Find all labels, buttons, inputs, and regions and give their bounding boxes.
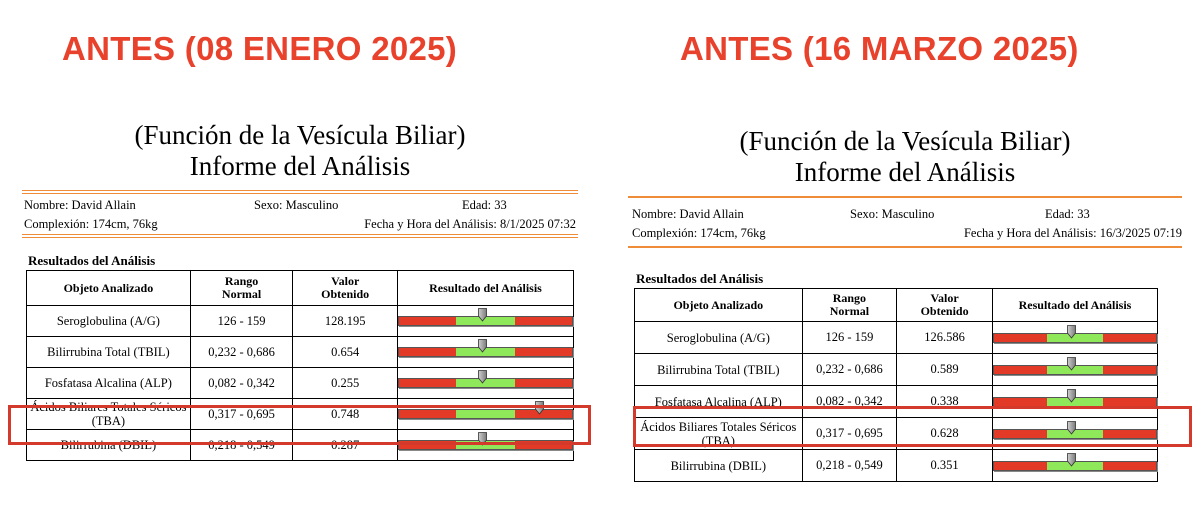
patient-sex: Sexo: Masculino [254, 198, 339, 212]
report-title [628, 126, 1182, 188]
info-rule [628, 246, 1182, 248]
cell-range: 0,218 - 0,549 [802, 450, 897, 482]
result-bar [993, 397, 1157, 407]
results-section-title: Resultados del Análisis [28, 253, 156, 268]
bar-segment-out-of-range [515, 379, 572, 387]
cell-result-indicator [398, 306, 574, 337]
bar-segment-out-of-range [994, 366, 1047, 374]
pointer-icon [1067, 357, 1076, 371]
results-section-title: Resultados del Análisis [636, 271, 764, 286]
cell-range: 0,232 - 0,686 [190, 337, 293, 368]
col-header-value: Valor Obtenido [897, 289, 993, 322]
result-bar [398, 347, 573, 357]
table-row [635, 450, 1158, 482]
left-banner: ANTES (08 ENERO 2025) [62, 30, 458, 67]
cell-value: 0.589 [897, 354, 993, 386]
result-bar [993, 365, 1157, 375]
cell-value: 0.748 [293, 399, 398, 430]
table-row [635, 354, 1158, 386]
header-rule [22, 190, 578, 194]
patient-age: Edad: 33 [1045, 207, 1090, 221]
bar-segment-out-of-range [1103, 398, 1156, 406]
cell-range: 126 - 159 [802, 322, 897, 354]
result-bar [398, 316, 573, 326]
cell-range: 0,082 - 0,342 [190, 368, 293, 399]
patient-info-row2 [628, 224, 1182, 243]
right-highlight-box [633, 406, 1192, 447]
table-row [27, 337, 574, 368]
report-title-line2: Informe del Análisis [794, 157, 1016, 187]
col-header-object: Objeto Analizado [635, 289, 803, 322]
analysis-datetime: Fecha y Hora del Análisis: 8/1/2025 07:32 [364, 217, 576, 231]
bar-segment-out-of-range [994, 334, 1047, 342]
result-bar [993, 333, 1157, 343]
patient-build: Complexión: 174cm, 76kg [24, 217, 158, 231]
cell-range: 126 - 159 [190, 306, 293, 337]
bar-segment-out-of-range [399, 348, 456, 356]
col-header-object: Objeto Analizado [27, 271, 191, 306]
patient-age: Edad: 33 [462, 198, 507, 212]
patient-info-row1 [628, 205, 1182, 224]
cell-value: 0.255 [293, 368, 398, 399]
info-rule [22, 234, 578, 238]
cell-result-indicator [398, 368, 574, 399]
result-bar [993, 461, 1157, 471]
cell-name: Bilirrubina (DBIL) [27, 430, 191, 461]
cell-name: Ácidos Biliares Totales Séricos (TBA) [27, 399, 191, 430]
patient-name: Nombre: David Allain [632, 207, 744, 221]
pointer-icon [478, 339, 487, 353]
table-row [635, 322, 1158, 354]
cell-name: Ácidos Biliares Totales Séricos (TBA) [635, 418, 803, 450]
patient-name: Nombre: David Allain [24, 198, 136, 212]
cell-range: 0,232 - 0,686 [802, 354, 897, 386]
right-banner: ANTES (16 MARZO 2025) [680, 30, 1079, 67]
cell-name: Bilirrubina (DBIL) [635, 450, 803, 482]
bar-segment-out-of-range [399, 317, 456, 325]
header-rule [628, 196, 1182, 198]
left-highlight-box [8, 405, 591, 445]
cell-name: Bilirrubina Total (TBIL) [27, 337, 191, 368]
patient-sex: Sexo: Masculino [850, 207, 935, 221]
cell-value: 0.338 [897, 386, 993, 418]
pointer-icon [1067, 389, 1076, 403]
cell-result-indicator [993, 322, 1158, 354]
cell-name: Bilirrubina Total (TBIL) [635, 354, 803, 386]
col-header-value: Valor Obtenido [293, 271, 398, 306]
col-header-range: Rango Normal [190, 271, 293, 306]
cell-name: Fosfatasa Alcalina (ALP) [27, 368, 191, 399]
cell-result-indicator [993, 354, 1158, 386]
bar-segment-out-of-range [994, 398, 1047, 406]
patient-build: Complexión: 174cm, 76kg [632, 226, 766, 240]
table-row [27, 306, 574, 337]
bar-segment-out-of-range [515, 348, 572, 356]
pointer-icon [1067, 325, 1076, 339]
result-bar [398, 378, 573, 388]
pointer-icon [1067, 453, 1076, 467]
report-title-line1: (Función de la Vesícula Biliar) [134, 120, 466, 150]
patient-info-row1 [22, 196, 578, 215]
cell-range: 0,218 - 0,549 [190, 430, 293, 461]
pointer-icon [478, 308, 487, 322]
pointer-icon [478, 370, 487, 384]
cell-value: 0.287 [293, 430, 398, 461]
report-title [22, 120, 578, 182]
col-header-result: Resultado del Análisis [993, 289, 1158, 322]
cell-value: 0.654 [293, 337, 398, 368]
cell-range: 0,317 - 0,695 [802, 418, 897, 450]
cell-value: 128.195 [293, 306, 398, 337]
patient-info-row2 [22, 215, 578, 234]
cell-result-indicator [398, 337, 574, 368]
bar-segment-out-of-range [399, 379, 456, 387]
report-title-line2: Informe del Análisis [189, 151, 411, 181]
col-header-range: Rango Normal [802, 289, 897, 322]
cell-result-indicator [993, 450, 1158, 482]
cell-value: 0.351 [897, 450, 993, 482]
cell-range: 0,082 - 0,342 [802, 386, 897, 418]
report-title-line1: (Función de la Vesícula Biliar) [739, 126, 1071, 156]
results-table [634, 288, 1158, 482]
bar-segment-out-of-range [515, 317, 572, 325]
bar-segment-out-of-range [1103, 366, 1156, 374]
table-row [27, 368, 574, 399]
cell-name: Fosfatasa Alcalina (ALP) [635, 386, 803, 418]
cell-name: Seroglobulina (A/G) [27, 306, 191, 337]
col-header-result: Resultado del Análisis [398, 271, 574, 306]
bar-segment-out-of-range [1103, 462, 1156, 470]
cell-name: Seroglobulina (A/G) [635, 322, 803, 354]
cell-range: 0,317 - 0,695 [190, 399, 293, 430]
bar-segment-out-of-range [1103, 334, 1156, 342]
cell-value: 126.586 [897, 322, 993, 354]
cell-value: 0.628 [897, 418, 993, 450]
bar-segment-out-of-range [994, 462, 1047, 470]
analysis-datetime: Fecha y Hora del Análisis: 16/3/2025 07:19 [963, 226, 1182, 240]
